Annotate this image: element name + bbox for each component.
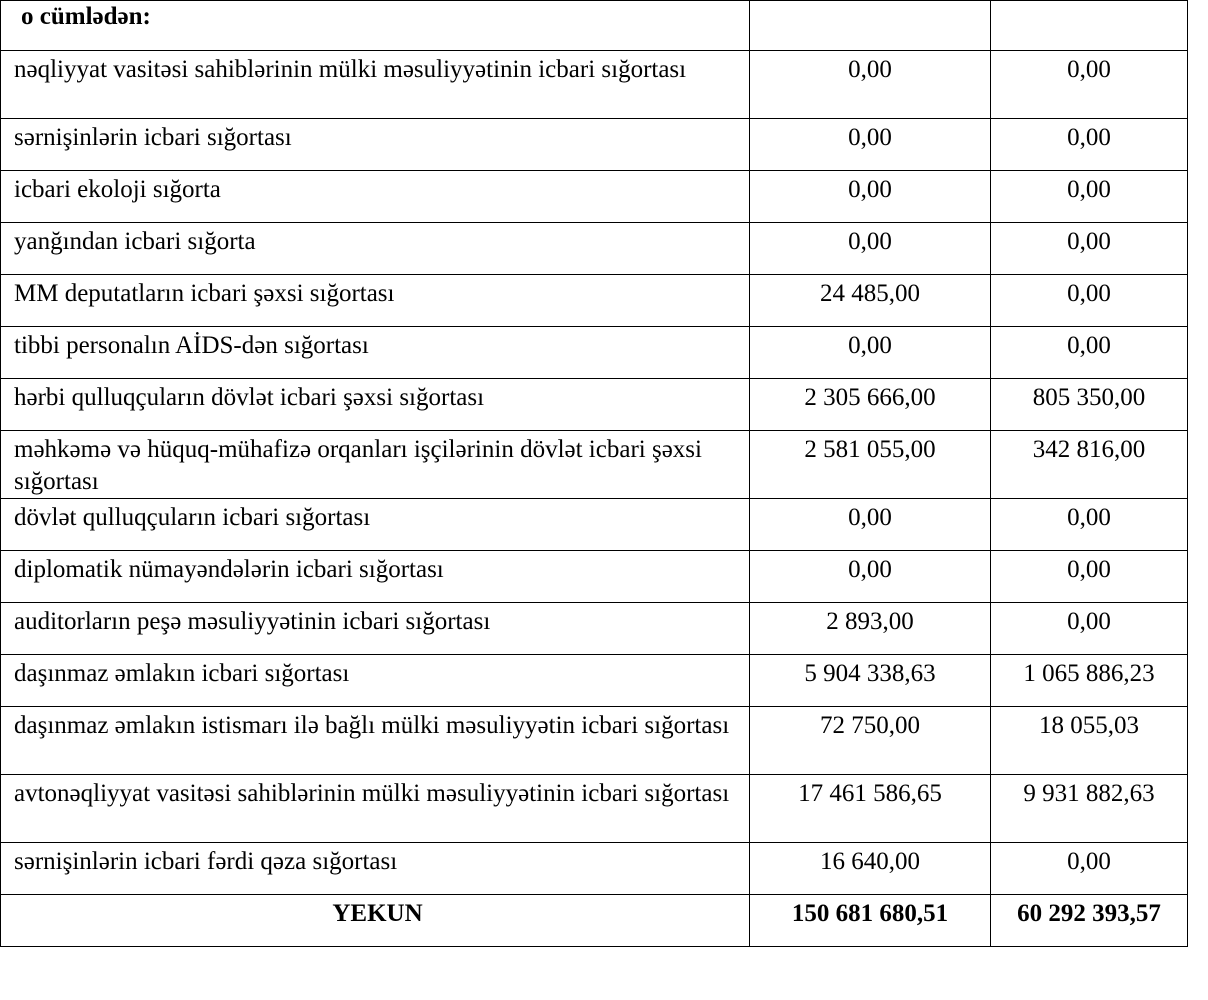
row-value-2: 0,00 [991,223,1188,275]
table-row [1,499,1188,551]
total-label: YEKUN [1,895,750,947]
row-value-1: 0,00 [750,51,991,119]
table-row [1,775,1188,843]
row-label: yanğından icbari sığorta [1,223,750,275]
table-row [1,603,1188,655]
table-row [1,51,1188,119]
total-value-1: 150 681 680,51 [750,895,991,947]
row-label: avtonəqliyyat vasitəsi sahiblərinin mülki məsuliyyətinin icbari sığortası [1,775,750,843]
row-label: auditorların peşə məsuliyyətinin icbari sığortası [1,603,750,655]
row-label: sərnişinlərin icbari sığortası [1,119,750,171]
row-label: sərnişinlərin icbari fərdi qəza sığortası [1,843,750,895]
row-value-1: 5 904 338,63 [750,655,991,707]
row-label: MM deputatların icbari şəxsi sığortası [1,275,750,327]
row-value-1: 0,00 [750,499,991,551]
header-empty-cell-2 [991,1,1188,51]
row-value-1: 0,00 [750,119,991,171]
header-label: o cümlədən: [1,1,750,51]
row-label: tibbi personalın AİDS-dən sığortası [1,327,750,379]
table-row [1,119,1188,171]
table-row [1,223,1188,275]
row-value-1: 2 893,00 [750,603,991,655]
table-row [1,327,1188,379]
table-row [1,275,1188,327]
row-value-1: 16 640,00 [750,843,991,895]
row-value-1: 24 485,00 [750,275,991,327]
row-value-2: 0,00 [991,551,1188,603]
table-header-row [1,1,1188,51]
header-empty-cell-1 [750,1,991,51]
row-value-2: 0,00 [991,51,1188,119]
row-label: daşınmaz əmlakın icbari sığortası [1,655,750,707]
table-row [1,171,1188,223]
row-value-2: 0,00 [991,499,1188,551]
row-value-1: 72 750,00 [750,707,991,775]
row-value-1: 17 461 586,65 [750,775,991,843]
row-label: diplomatik nümayəndələrin icbari sığortası [1,551,750,603]
table-row [1,843,1188,895]
row-value-2: 342 816,00 [991,431,1188,499]
table-row [1,431,1188,499]
row-value-2: 0,00 [991,119,1188,171]
row-label: nəqliyyat vasitəsi sahiblərinin mülki məsuliyyətinin icbari sığortası [1,51,750,119]
row-value-1: 2 581 055,00 [750,431,991,499]
table-row [1,551,1188,603]
row-value-2: 805 350,00 [991,379,1188,431]
row-value-1: 2 305 666,00 [750,379,991,431]
row-value-1: 0,00 [750,327,991,379]
table-row [1,379,1188,431]
row-value-1: 0,00 [750,223,991,275]
table-row [1,655,1188,707]
row-label: məhkəmə və hüquq-mühafizə orqanları işçilərinin dövlət icbari şəxsi sığortası [1,431,750,499]
row-value-2: 0,00 [991,275,1188,327]
row-value-1: 0,00 [750,171,991,223]
row-value-1: 0,00 [750,551,991,603]
row-value-2: 0,00 [991,603,1188,655]
row-label: hərbi qulluqçuların dövlət icbari şəxsi sığortası [1,379,750,431]
total-value-2: 60 292 393,57 [991,895,1188,947]
row-value-2: 0,00 [991,171,1188,223]
row-label: daşınmaz əmlakın istismarı ilə bağlı mülki məsuliyyətin icbari sığortası [1,707,750,775]
row-value-2: 0,00 [991,327,1188,379]
row-label: icbari ekoloji sığorta [1,171,750,223]
row-value-2: 9 931 882,63 [991,775,1188,843]
row-label: dövlət qulluqçuların icbari sığortası [1,499,750,551]
table-row [1,707,1188,775]
table-total-row [1,895,1188,947]
row-value-2: 18 055,03 [991,707,1188,775]
row-value-2: 1 065 886,23 [991,655,1188,707]
row-value-2: 0,00 [991,843,1188,895]
